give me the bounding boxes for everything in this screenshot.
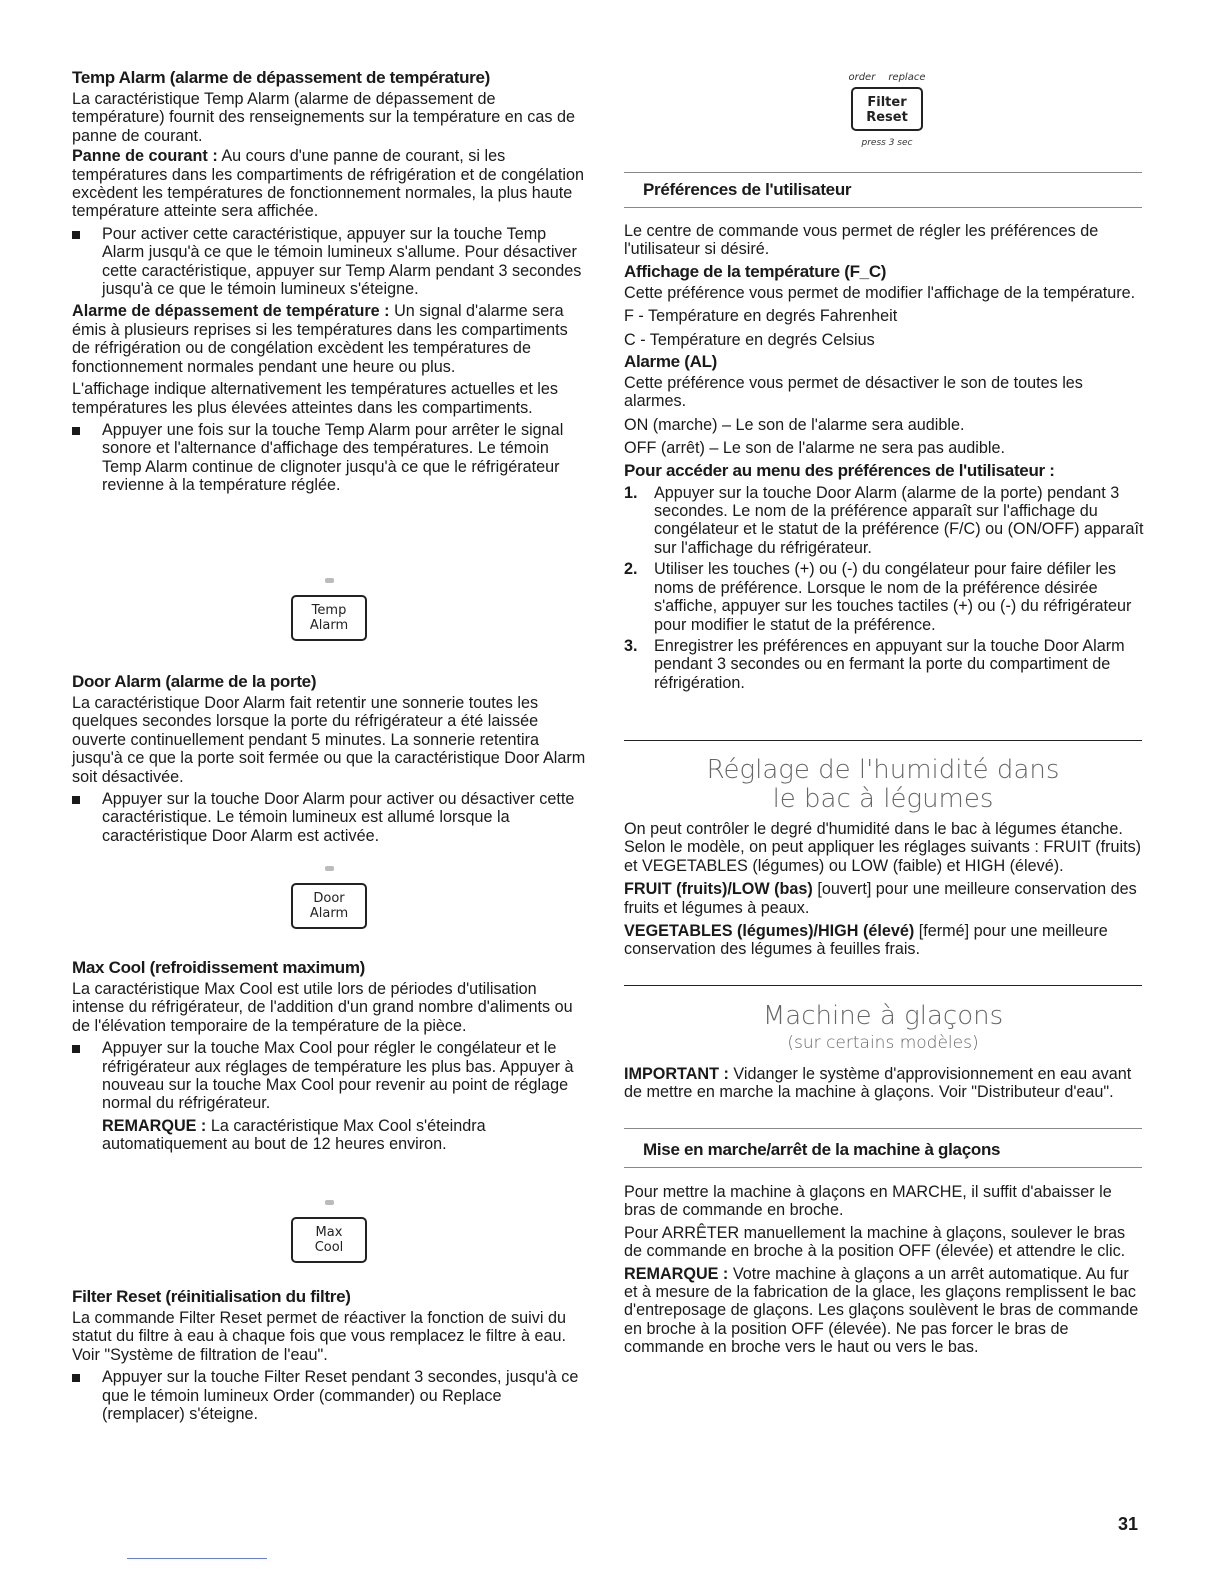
divider [624, 172, 1142, 173]
paragraph: OFF (arrêt) – Le son de l'alarme ne sera pas audible. [624, 439, 1005, 458]
step-number: 3. [624, 636, 638, 655]
key-label: Temp [311, 603, 347, 618]
step-text: Appuyer sur la touche Door Alarm (alarme de la porte) pendant 3 secondes. Le nom de la préférence apparaît sur l'affichage du congélateur et le statut de la préférence (F/C) ou (ON/OFF) apparaît sur l'affichage du réfrigérateur. [654, 483, 1144, 557]
paragraph: ON (marche) – Le son de l'alarme sera audible. [624, 415, 965, 434]
max-cool-key [291, 1217, 367, 1263]
key-label: Filter [867, 95, 907, 110]
bullet-item: Appuyer sur la touche Max Cool pour régler le congélateur et le réfrigérateur aux réglages de température les plus bas. Appuyer à nouveau sur la touche Max Cool pour revenir au point de réglage normal du réfrigérateur. [72, 1039, 587, 1113]
filter-reset-key [851, 87, 923, 131]
bullet-item: Pour activer cette caractéristique, appuyer sur la touche Temp Alarm jusqu'à ce que le témoin lumineux s'allume. Pour désactiver cette caractéristique, appuyer sur Temp Alarm pendant 3 secondes jusqu'à ce que le témoin lumineux s'éteigne. [72, 225, 587, 299]
step-number: 1. [624, 483, 638, 502]
subtitle: (sur certains modèles) [787, 1033, 979, 1053]
max-cool-section [72, 958, 587, 1154]
paragraph [624, 1265, 1144, 1357]
note [72, 1117, 587, 1154]
key-label: Max [315, 1225, 343, 1240]
paragraph: C - Température en degrés Celsius [624, 330, 875, 349]
section-heading: Max Cool (refroidissement maximum) [72, 958, 366, 977]
paragraph: Cette préférence vous permet de modifier l'affichage de la température. [624, 283, 1136, 302]
bullet-item: Appuyer sur la touche Door Alarm pour activer ou désactiver cette caractéristique. Le témoin lumineux est allumé lorsque la caractéristique Door Alarm est activée. [72, 790, 587, 845]
list-item [624, 637, 1144, 692]
door-alarm-illustration [289, 866, 369, 929]
divider [624, 1128, 1142, 1129]
order-indicator-label: order [848, 72, 876, 83]
divider [624, 1167, 1142, 1168]
subheading: Pour accéder au menu des préférences de l'utilisateur : [624, 460, 1055, 480]
paragraph: L'affichage indique alternativement les températures actuelles et les températures les plus élevées atteintes dans les compartiments. [72, 380, 559, 417]
section-heading: Door Alarm (alarme de la porte) [72, 672, 317, 691]
indicator-light-icon [325, 578, 334, 583]
ice-maker-onoff-section [624, 1181, 1144, 1357]
door-alarm-key [291, 883, 367, 929]
title-line: Réglage de l'humidité dans [706, 755, 1060, 785]
humidity-section [624, 818, 1144, 959]
replace-indicator-label: replace [888, 72, 926, 83]
paragraph [72, 147, 587, 221]
paragraph [624, 880, 1144, 917]
section-heading: Temp Alarm (alarme de dépassement de température) [72, 68, 491, 87]
text: Au cours d'une panne de courant, si les températures dans les compartiments de réfrigération et de congélation excèdent les températures de fonctionnement normales, la plus haute température atteinte sera affichée. [72, 147, 584, 221]
humidity-title [624, 756, 1142, 814]
section-heading: Filter Reset (réinitialisation du filtre) [72, 1287, 351, 1306]
title-line: le bac à légumes [772, 784, 994, 814]
ice-maker-intro [624, 1063, 1144, 1102]
press-hint: press 3 sec [861, 138, 913, 148]
step-text: Enregistrer les préférences en appuyant sur la touche Door Alarm pendant 3 secondes ou en fermant la porte du compartiment de réfrigération. [654, 636, 1125, 692]
paragraph [624, 922, 1144, 959]
subheading: Affichage de la température (F_C) [624, 261, 887, 281]
footer-line [127, 1558, 267, 1559]
steps-list [624, 484, 1144, 692]
step-text: Utiliser les touches (+) ou (-) du congélateur pour faire défiler les noms de préférence. Lorsque le nom de la préférence désirée s'affiche, appuyer sur les touches tactiles (+) ou (-) du réfrigérateur pour modifier le statut de la préférence. [654, 560, 1132, 634]
label: FRUIT (fruits)/LOW (bas) [624, 880, 813, 899]
key-label: Door [313, 891, 345, 906]
text: La caractéristique Max Cool s'éteindra automatiquement au bout de 12 heures environ. [102, 1116, 486, 1154]
paragraph: Le centre de commande vous permet de régler les préférences de l'utilisateur si désiré. [624, 222, 1099, 259]
label: Panne de courant : [72, 147, 218, 166]
max-cool-illustration [289, 1200, 369, 1263]
section-heading: Préférences de l'utilisateur [643, 180, 852, 199]
paragraph [624, 1065, 1144, 1102]
text: Un signal d'alarme sera émis à plusieurs reprises si les températures dans les compartiments de réfrigération ou de congélation excèdent les températures de fonctionnement normales pendant une heure ou plus. [72, 302, 568, 376]
paragraph: Cette préférence vous permet de désactiver le son de toutes les alarmes. [624, 374, 1083, 411]
paragraph: La caractéristique Max Cool est utile lors de périodes d'utilisation intense du réfrigérateur, de l'addition d'un grand nombre d'aliments ou de l'élévation temporaire de la température de la pièce. [72, 980, 573, 1035]
key-label: Cool [314, 1240, 344, 1255]
label: VEGETABLES (légumes)/HIGH (élevé) [624, 922, 915, 941]
paragraph: La caractéristique Door Alarm fait retentir une sonnerie toutes les quelques secondes lorsque la porte du réfrigérateur a été laissée ouverte continuellement pendant 5 minutes. La sonnerie retentira jusqu'à ce que la porte soit fermée ou que la caractéristique Door Alarm soit désactivée. [72, 694, 586, 786]
indicator-light-icon [325, 866, 334, 871]
label: REMARQUE : [102, 1116, 207, 1135]
label: Alarme de dépassement de température : [72, 302, 390, 321]
paragraph: La commande Filter Reset permet de réactiver la fonction de suivi du statut du filtre à eau à chaque fois que vous remplacez le filtre à eau. Voir "Système de filtration de l'eau". [72, 1309, 567, 1364]
paragraph [72, 302, 587, 376]
paragraph: Pour ARRÊTER manuellement la machine à glaçons, soulever le bras de commande en broche à la position OFF (élevée) et attendre le clic. [624, 1223, 1126, 1261]
key-label: Alarm [309, 906, 349, 921]
door-alarm-section [72, 672, 587, 845]
label: IMPORTANT : [624, 1065, 729, 1083]
ice-maker-title [624, 1002, 1142, 1055]
label: REMARQUE : [624, 1264, 729, 1283]
divider [624, 740, 1142, 741]
temp-alarm-section [72, 68, 587, 495]
text: Votre machine à glaçons a un arrêt automatique. Au fur et à mesure de la fabrication de la glace, les glaçons remplissent le bac d'entreposage de glaçons. Les glaçons soulèvent le bras de commande en broche à la position OFF (élevée). Ne pas forcer le bras de commande en broche vers le haut ou vers le bas. [624, 1264, 1139, 1357]
indicator-light-icon [325, 1200, 334, 1205]
temp-alarm-illustration [289, 578, 369, 641]
key-label: Alarm [309, 618, 349, 633]
paragraph: Pour mettre la machine à glaçons en MARCHE, il suffit d'abaisser le bras de commande en broche. [624, 1183, 1112, 1220]
list-item [624, 484, 1144, 558]
section-heading: Mise en marche/arrêt de la machine à glaçons [643, 1140, 1001, 1159]
paragraph: On peut contrôler le degré d'humidité dans le bac à légumes étanche. Selon le modèle, on peut appliquer les réglages suivants : FRUIT (fruits) et VEGETABLES (légumes) ou LOW (faible) et HIGH (élevé). [624, 820, 1142, 875]
temp-alarm-key [291, 595, 367, 641]
paragraph: La caractéristique Temp Alarm (alarme de dépassement de température) fournit des renseignements sur la température en cas de panne de courant. [72, 90, 575, 145]
step-number: 2. [624, 560, 638, 579]
bullet-item: Appuyer sur la touche Filter Reset pendant 3 secondes, jusqu'à ce que le témoin lumineux Order (commander) ou Replace (remplacer) s'éteigne. [72, 1368, 587, 1423]
text: [fermé] pour une meilleure conservation des légumes à feuilles frais. [624, 922, 1108, 959]
filter-reset-section [72, 1287, 587, 1423]
key-label: Reset [866, 110, 908, 125]
divider [624, 207, 1142, 208]
title-line: Machine à glaçons [762, 1001, 1004, 1031]
text: Vidanger le système d'approvisionnement en eau avant de mettre en marche la machine à glaçons. Voir "Distributeur d'eau". [624, 1065, 1132, 1102]
page-number: 31 [1118, 1514, 1139, 1534]
list-item [624, 560, 1144, 634]
filter-reset-illustration [842, 72, 932, 152]
paragraph: F - Température en degrés Fahrenheit [624, 307, 898, 326]
text: [ouvert] pour une meilleure conservation des fruits et légumes à peaux. [624, 880, 1137, 917]
subheading: Alarme (AL) [624, 352, 718, 372]
divider [624, 985, 1142, 986]
user-preferences-section [624, 220, 1144, 692]
bullet-item: Appuyer une fois sur la touche Temp Alarm pour arrêter le signal sonore et l'alternance d'affichage des températures. Le témoin Temp Alarm continue de clignoter jusqu'à ce que le réfrigérateur revienne à la température réglée. [72, 421, 587, 495]
